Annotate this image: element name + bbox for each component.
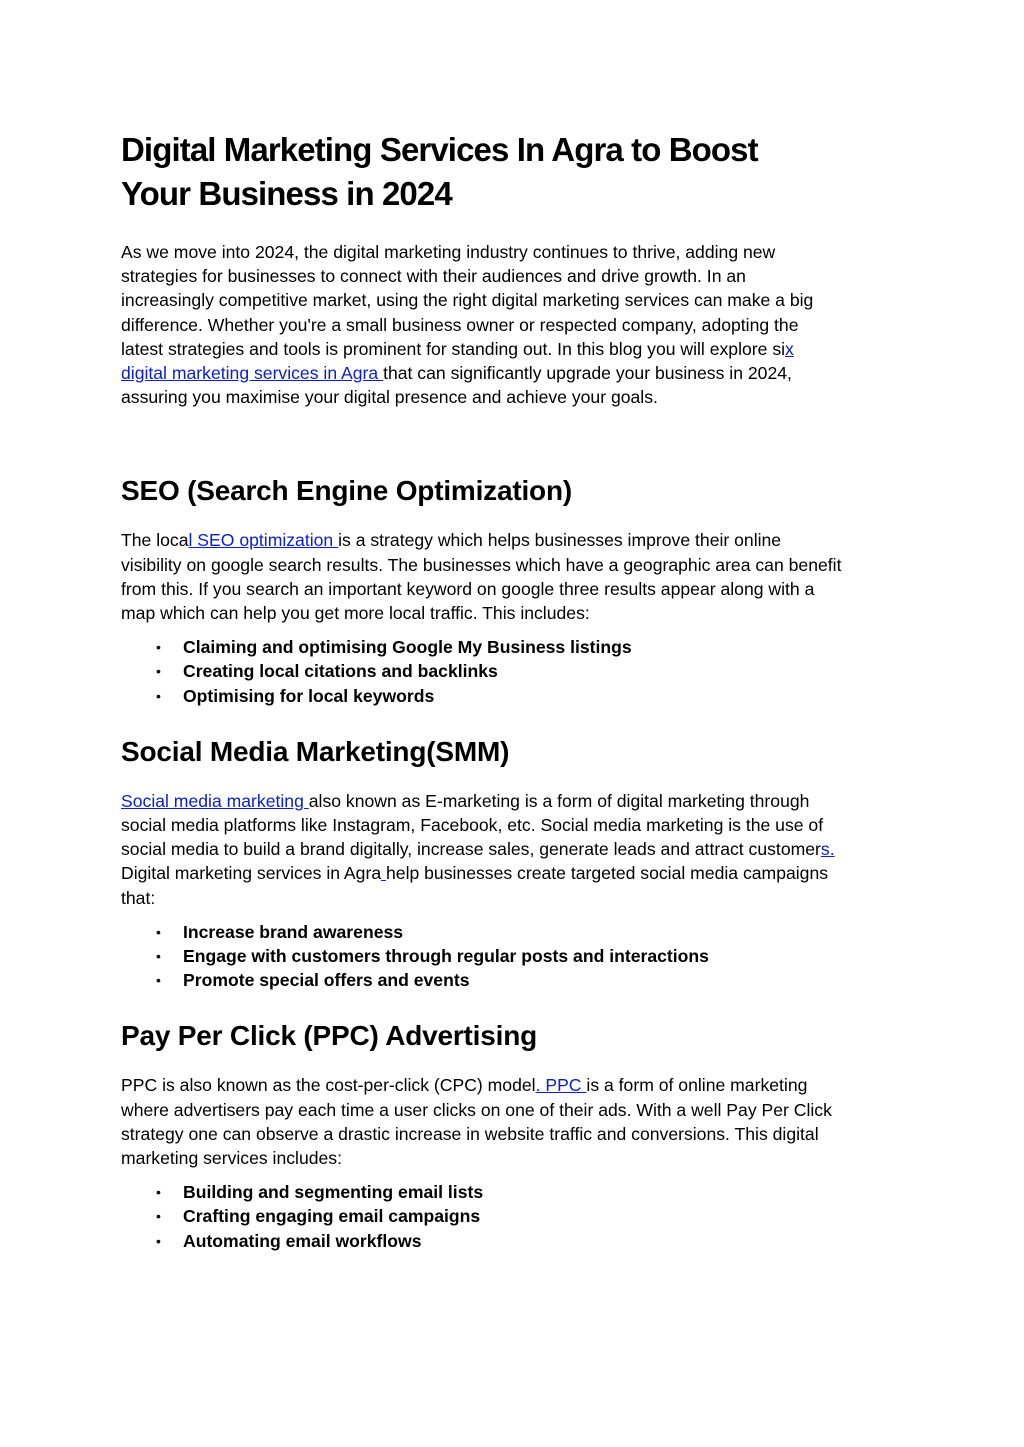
smm-line: that: <box>121 887 156 908</box>
list-item-text: Creating local citations and backlinks <box>183 661 498 682</box>
intro-line <box>121 361 911 385</box>
smm-heading: Social Media Marketing(SMM) <box>121 735 510 767</box>
bullet-icon: • <box>156 948 161 965</box>
social-media-marketing-link[interactable]: Social media marketing <box>121 790 309 811</box>
smm-text: social media to build a brand digitally, increase sales, generate leads and attract customer <box>121 839 821 860</box>
ppc-paragraph <box>121 1073 911 1170</box>
list-item-text: Claiming and optimising Google My Business listings <box>183 637 632 658</box>
smm-line <box>121 837 911 861</box>
seo-heading: SEO (Search Engine Optimization) <box>121 475 572 507</box>
intro-line: increasingly competitive market, using the right digital marketing services can make a big <box>121 290 814 311</box>
list-item <box>121 944 911 968</box>
bullet-icon: • <box>156 639 161 656</box>
bullet-icon: • <box>156 972 161 989</box>
digital-marketing-agra-link[interactable]: digital marketing services in Agra <box>121 363 384 384</box>
smm-line <box>121 789 911 813</box>
smm-text: help businesses create targeted social media campaigns <box>386 863 829 884</box>
bullet-icon: • <box>156 687 161 704</box>
page-title <box>121 128 821 216</box>
intro-text: that can significantly upgrade your business in 2024, <box>383 363 792 384</box>
seo-text: The loca <box>121 530 189 551</box>
seo-line <box>121 528 911 552</box>
list-item-text: Crafting engaging email campaigns <box>183 1206 481 1227</box>
title-line-1: Digital Marketing Services In Agra to Boost <box>121 131 758 168</box>
list-item <box>121 659 911 683</box>
seo-line: from this. If you search an important keyword on google three results appear along with a <box>121 578 815 599</box>
intro-line: difference. Whether you're a small business owner or respected company, adopting the <box>121 314 799 335</box>
list-item <box>121 1204 911 1228</box>
seo-line: visibility on google search results. The businesses which have a geographic area can benefit <box>121 554 842 575</box>
ppc-bullet-list <box>121 1180 911 1253</box>
bullet-icon: • <box>156 1232 161 1249</box>
list-item <box>121 968 911 992</box>
bullet-icon: • <box>156 1208 161 1225</box>
document-page <box>121 128 911 1253</box>
seo-text: is a strategy which helps businesses improve their online <box>338 530 782 551</box>
smm-text: Digital marketing services in Agra <box>121 863 382 884</box>
list-item-text: Building and segmenting email lists <box>183 1182 484 1203</box>
list-item <box>121 684 911 708</box>
list-item-text: Engage with customers through regular posts and interactions <box>183 946 709 967</box>
seo-line: map which can help you get more local traffic. This includes: <box>121 603 590 624</box>
bullet-icon: • <box>156 1184 161 1201</box>
intro-line: As we move into 2024, the digital marketing industry continues to thrive, adding new <box>121 242 776 262</box>
intro-line: strategies for businesses to connect with their audiences and drive growth. In an <box>121 266 746 287</box>
smm-line <box>121 861 911 885</box>
intro-paragraph <box>121 240 911 409</box>
ppc-text: PPC is also known as the cost-per-click (CPC) model <box>121 1075 536 1096</box>
ppc-line: marketing services includes: <box>121 1148 342 1169</box>
intro-line <box>121 337 911 361</box>
smm-bullet-list <box>121 920 911 993</box>
seo-section <box>121 474 911 707</box>
list-item-text: Increase brand awareness <box>183 921 404 942</box>
intro-text: latest strategies and tools is prominent for standing out. In this blog you will explore si <box>121 338 786 359</box>
intro-line: assuring you maximise your digital presence and achieve your goals. <box>121 387 658 408</box>
list-item <box>121 635 911 659</box>
six-link-fragment[interactable]: x <box>785 338 794 359</box>
title-line-2: Your Business in 2024 <box>121 175 452 212</box>
bullet-icon: • <box>156 923 161 940</box>
list-item-text: Automating email workflows <box>183 1230 422 1251</box>
ppc-line: where advertisers pay each time a user clicks on one of their ads. With a well Pay Per Click <box>121 1099 832 1120</box>
smm-text: also known as E-marketing is a form of digital marketing through <box>308 790 810 811</box>
ppc-line: strategy one can observe a drastic increase in website traffic and conversions. This digital <box>121 1123 819 1144</box>
list-item-text: Promote special offers and events <box>183 970 470 991</box>
bullet-icon: • <box>156 663 161 680</box>
ppc-line <box>121 1073 911 1097</box>
ppc-section <box>121 1019 911 1252</box>
list-item <box>121 1180 911 1204</box>
ppc-link[interactable]: . PPC <box>535 1075 587 1096</box>
smm-paragraph <box>121 789 911 910</box>
smm-section <box>121 735 911 993</box>
list-item <box>121 1229 911 1253</box>
ppc-text: is a form of online marketing <box>586 1075 808 1096</box>
local-seo-link[interactable]: l SEO optimization <box>188 530 339 551</box>
ppc-heading: Pay Per Click (PPC) Advertising <box>121 1020 538 1052</box>
list-item <box>121 920 911 944</box>
seo-paragraph <box>121 528 911 625</box>
seo-bullet-list <box>121 635 911 708</box>
smm-line: social media platforms like Instagram, Facebook, etc. Social media marketing is the use of <box>121 815 824 836</box>
list-item-text: Optimising for local keywords <box>183 685 435 706</box>
customers-link-fragment[interactable]: s. <box>820 839 835 860</box>
